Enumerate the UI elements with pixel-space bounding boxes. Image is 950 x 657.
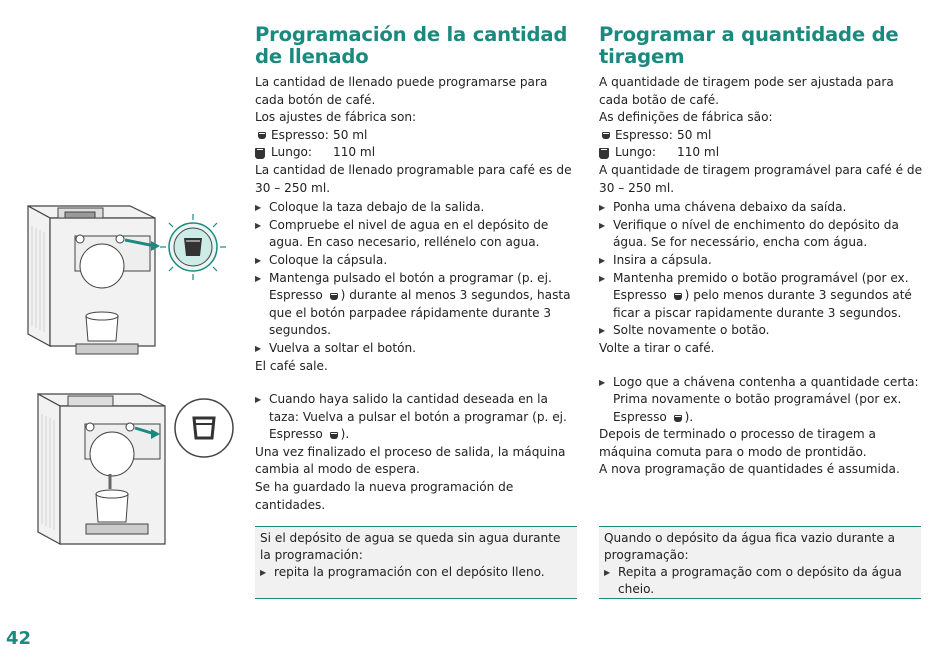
- list-item: ▶ Mantenha premido o botão programável (por ex. Espresso ) pelo menos durante 3 segundos até ficar a piscar rapidamente durante 3 segundos.: [599, 270, 924, 323]
- result-pt: Volte a tirar o café.: [599, 340, 715, 355]
- section-title-pt: Programar a quantidade de tiragem: [599, 23, 899, 68]
- espresso-cup-icon: [258, 132, 266, 139]
- range-pt: A quantidade de tiragem programável para café é de 30 – 250 ml.: [599, 162, 923, 195]
- finish-pt: Depois de terminado o processo de tiragem a máquina comuta para o modo de prontidão.: [599, 427, 876, 459]
- button-icon: [170, 394, 238, 462]
- list-item: ▶ Vuelva a soltar el botón.: [255, 340, 580, 358]
- note-box-es: Si el depósito de agua se queda sin agua durante la programación: ▶ repita la programación con el depósito lleno.: [255, 526, 577, 599]
- spanish-column: [255, 24, 580, 514]
- setting-espresso-es: Espresso: 50 ml: [255, 127, 580, 145]
- espresso-cup-icon: [674, 415, 682, 422]
- intro-es: La cantidad de llenado puede programarse para cada botón de café.: [255, 75, 548, 107]
- steps-es: [255, 199, 580, 357]
- espresso-cup-icon: [602, 132, 610, 139]
- lungo-cup-icon: [255, 148, 265, 159]
- blinking-button-icon: [158, 212, 228, 282]
- steps2-es: [255, 391, 580, 444]
- finish-es: Una vez finalizado el proceso de salida, la máquina cambia al modo de espera.: [255, 444, 566, 477]
- section-title-es: Programación de la cantidad de llenado: [255, 23, 568, 68]
- list-item: ▶ Repita a programação com o depósito da água cheio.: [604, 564, 916, 598]
- list-item: ▶ Verifique o nível de enchimento do depósito da água. Se for necessário, encha com água.: [599, 217, 924, 252]
- espresso-cup-icon: [330, 432, 338, 439]
- setting-lungo-es: Lungo: 110 ml: [255, 144, 580, 162]
- list-item: ▶ Insira a cápsula.: [599, 252, 924, 270]
- lungo-cup-icon: [599, 148, 609, 159]
- list-item: ▶ repita la programación con el depósito lleno.: [260, 564, 572, 581]
- espresso-cup-icon: [330, 293, 338, 300]
- list-item: ▶ Ponha uma chávena debaixo da saída.: [599, 199, 924, 217]
- setting-espresso-pt: Espresso: 50 ml: [599, 127, 924, 145]
- list-item: ▶ Logo que a chávena contenha a quantidade certa: Prima novamente o botão programável (por ex. Espresso ).: [599, 374, 924, 427]
- intro-pt: A quantidade de tiragem pode ser ajustada para cada botão de café.: [599, 75, 894, 107]
- list-item: ▶ Coloque la cápsula.: [255, 252, 580, 270]
- list-item: ▶ Cuando haya salido la cantidad deseada en la taza: Vuelva a pulsar el botón a programar (p. ej. Espresso ).: [255, 391, 580, 444]
- steps2-pt: [599, 374, 924, 427]
- saved-es: Se ha guardado la nueva programación de cantidades.: [255, 480, 514, 512]
- portuguese-column: [599, 24, 924, 479]
- list-item: ▶ Coloque la taza debajo de la salida.: [255, 199, 580, 217]
- page-number: 42: [6, 628, 32, 649]
- list-item: ▶ Solte novamente o botão.: [599, 322, 924, 340]
- steps-pt: [599, 199, 924, 340]
- factory-settings-es: Los ajustes de fábrica son:: [255, 110, 417, 125]
- espresso-cup-icon: [674, 293, 682, 300]
- saved-pt: A nova programação de quantidades é assumida.: [599, 462, 900, 477]
- result-es: El café sale.: [255, 358, 328, 373]
- factory-settings-pt: As definições de fábrica são:: [599, 110, 773, 125]
- list-item: ▶ Compruebe el nivel de agua en el depósito de agua. En caso necesario, rellénelo con agua.: [255, 217, 580, 252]
- note-box-pt: Quando o depósito da água fica vazio durante a programação: ▶ Repita a programação com o depósito da água cheio.: [599, 526, 921, 599]
- list-item: ▶ Mantenga pulsado el botón a programar (p. ej. Espresso ) durante al menos 3 segundos, hasta que el botón parpadee rápidamente durante 3 segundos.: [255, 270, 580, 340]
- setting-lungo-pt: Lungo: 110 ml: [599, 144, 924, 162]
- range-es: La cantidad de llenado programable para café es de 30 – 250 ml.: [255, 162, 572, 195]
